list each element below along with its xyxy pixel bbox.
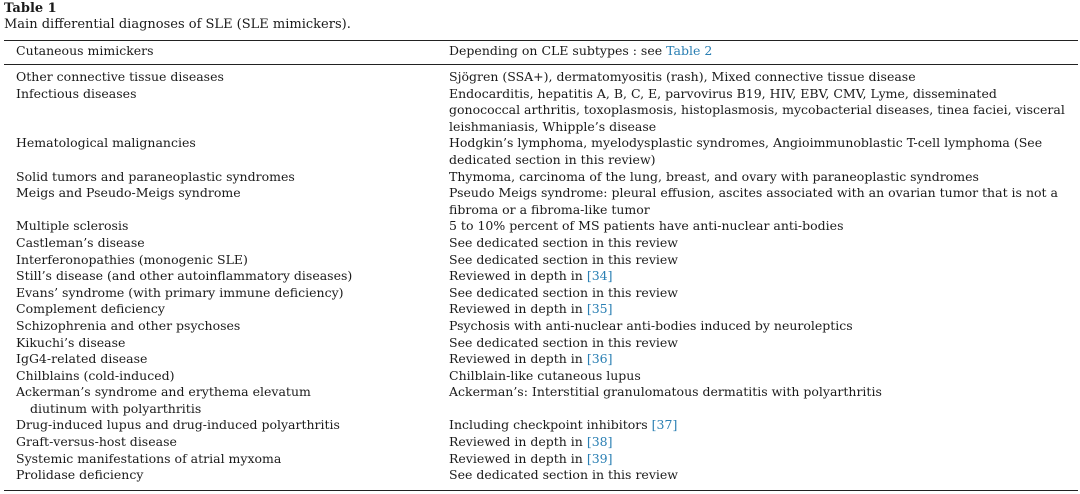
condition-text-continued: diutinum with polyarthritis bbox=[30, 400, 202, 416]
header-col1: Cutaneous mimickers bbox=[16, 43, 154, 58]
reference-link[interactable]: [36] bbox=[586, 351, 613, 367]
condition-text: Infectious diseases bbox=[16, 85, 137, 101]
details-text: Including checkpoint inhibitors bbox=[449, 417, 652, 433]
condition-cell bbox=[4, 351, 437, 368]
details-text: Thymoma, carcinoma of the lung, breast, and ovary with paraneoplastic syndromes bbox=[449, 168, 979, 184]
details-cell bbox=[437, 218, 1065, 235]
condition-cell bbox=[4, 86, 437, 136]
details-text: Ackerman’s: Interstitial granulomatous dermatitis with polyarthritis bbox=[449, 384, 882, 400]
table-row bbox=[4, 434, 1078, 451]
condition-text: Systemic manifestations of atrial myxoma bbox=[16, 450, 282, 466]
condition-text: Evans’ syndrome (with primary immune deficiency) bbox=[16, 284, 344, 300]
condition-cell bbox=[4, 169, 437, 186]
details-cell bbox=[437, 434, 1065, 451]
reference-link[interactable]: [35] bbox=[586, 301, 613, 317]
header-col2 bbox=[449, 43, 1074, 59]
table-row bbox=[4, 185, 1078, 218]
condition-cell bbox=[4, 301, 437, 318]
details-cell bbox=[437, 169, 1065, 186]
condition-text: Graft-versus-host disease bbox=[16, 434, 177, 450]
condition-cell bbox=[4, 69, 437, 86]
details-cell bbox=[437, 301, 1065, 318]
details-cell bbox=[437, 285, 1065, 302]
condition-cell bbox=[4, 218, 437, 235]
details-cell bbox=[437, 69, 1065, 86]
details-text: Reviewed in depth in bbox=[449, 450, 587, 466]
details-text: Sjögren (SSA+), dermatomyositis (rash), Mixed connective tissue disease bbox=[449, 69, 916, 84]
table-row bbox=[4, 384, 1078, 417]
table-title: Main differential diagnoses of SLE (SLE mimickers). bbox=[4, 17, 351, 32]
condition-text: Multiple sclerosis bbox=[16, 218, 129, 234]
table-row bbox=[4, 451, 1078, 468]
condition-text: Prolidase deficiency bbox=[16, 467, 144, 483]
details-cell bbox=[437, 135, 1065, 168]
condition-text: Castleman’s disease bbox=[16, 234, 145, 250]
table-body bbox=[4, 69, 1078, 484]
table-row bbox=[4, 218, 1078, 235]
details-text: Reviewed in depth in bbox=[449, 268, 587, 284]
condition-text: Solid tumors and paraneoplastic syndromes bbox=[16, 168, 295, 184]
condition-text: IgG4-related disease bbox=[16, 351, 148, 367]
details-cell bbox=[437, 86, 1065, 136]
details-text: Reviewed in depth in bbox=[449, 351, 587, 367]
condition-cell bbox=[4, 235, 437, 252]
details-text: See dedicated section in this review bbox=[449, 251, 678, 267]
details-cell bbox=[437, 318, 1065, 335]
details-text: Psychosis with anti-nuclear anti-bodies induced by neuroleptics bbox=[449, 317, 853, 333]
details-cell bbox=[437, 368, 1065, 385]
reference-link[interactable]: [38] bbox=[586, 434, 613, 450]
details-cell bbox=[437, 451, 1065, 468]
condition-cell bbox=[4, 135, 437, 168]
condition-cell bbox=[4, 268, 437, 285]
details-text: Endocarditis, hepatitis A, B, C, E, parvovirus B19, HIV, EBV, CMV, Lyme, disseminated gonococcal arthritis, toxoplasmosis, histoplasmosis, mycobacterial diseases, tinea faciei, visceral leishmaniasis, Whipple’s disease bbox=[449, 85, 1065, 134]
table-row bbox=[4, 135, 1078, 168]
header-rule bbox=[4, 64, 1078, 65]
details-text: Hodgkin’s lymphoma, myelodysplastic syndromes, Angioimmunoblastic T-cell lymphoma (See dedicated section in this review) bbox=[449, 135, 1043, 167]
details-cell bbox=[437, 252, 1065, 269]
details-text: Reviewed in depth in bbox=[449, 434, 587, 450]
reference-link[interactable]: [39] bbox=[586, 450, 613, 466]
details-text: Chilblain-like cutaneous lupus bbox=[449, 367, 641, 383]
condition-text: Schizophrenia and other psychoses bbox=[16, 317, 241, 333]
condition-cell bbox=[4, 285, 437, 302]
table-row bbox=[4, 235, 1078, 252]
condition-text: Meigs and Pseudo-Meigs syndrome bbox=[16, 185, 241, 201]
details-text: 5 to 10% percent of MS patients have anti-nuclear anti-bodies bbox=[449, 218, 844, 234]
condition-cell bbox=[4, 252, 437, 269]
bottom-rule bbox=[4, 490, 1078, 491]
details-text: See dedicated section in this review bbox=[449, 467, 678, 483]
details-text: See dedicated section in this review bbox=[449, 234, 678, 250]
details-text: Reviewed in depth in bbox=[449, 301, 587, 317]
table-row bbox=[4, 169, 1078, 186]
table-row bbox=[4, 351, 1078, 368]
condition-text: Ackerman’s syndrome and erythema elevatum bbox=[16, 384, 311, 400]
reference-link[interactable]: [37] bbox=[651, 417, 678, 433]
table-row bbox=[4, 467, 1078, 484]
condition-cell bbox=[4, 368, 437, 385]
table-row bbox=[4, 268, 1078, 285]
details-cell bbox=[437, 417, 1065, 434]
condition-cell bbox=[4, 318, 437, 335]
condition-text: Complement deficiency bbox=[16, 301, 165, 317]
details-text: See dedicated section in this review bbox=[449, 284, 678, 300]
table-row bbox=[4, 86, 1078, 136]
condition-cell bbox=[4, 335, 437, 352]
table-row bbox=[4, 252, 1078, 269]
table-2-link[interactable]: Table 2 bbox=[666, 43, 713, 58]
condition-text: Hematological malignancies bbox=[16, 135, 196, 151]
condition-cell bbox=[4, 417, 437, 434]
top-rule bbox=[4, 40, 1078, 41]
condition-text: Kikuchi’s disease bbox=[16, 334, 126, 350]
table-row bbox=[4, 69, 1078, 86]
table-row bbox=[4, 285, 1078, 302]
details-text: Pseudo Meigs syndrome: pleural effusion, ascites associated with an ovarian tumor that is not a fibroma or a fibroma-like tumor bbox=[449, 185, 1058, 217]
condition-cell bbox=[4, 185, 437, 218]
table-label: Table 1 bbox=[4, 1, 57, 16]
table-row bbox=[4, 301, 1078, 318]
table-row bbox=[4, 335, 1078, 352]
condition-cell bbox=[4, 467, 437, 484]
details-text: See dedicated section in this review bbox=[449, 334, 678, 350]
condition-cell bbox=[4, 434, 437, 451]
table-row bbox=[4, 417, 1078, 434]
table-caption bbox=[4, 1, 1076, 33]
condition-cell bbox=[4, 451, 437, 468]
details-cell bbox=[437, 384, 1065, 417]
condition-text: Still’s disease (and other autoinflammatory diseases) bbox=[16, 268, 353, 284]
condition-text: Interferonopathies (monogenic SLE) bbox=[16, 251, 248, 267]
table-row bbox=[4, 318, 1078, 335]
details-cell bbox=[437, 335, 1065, 352]
condition-cell bbox=[4, 384, 437, 417]
condition-text: Chilblains (cold-induced) bbox=[16, 367, 175, 383]
details-cell bbox=[437, 467, 1065, 484]
reference-link[interactable]: [34] bbox=[586, 268, 613, 284]
details-cell bbox=[437, 235, 1065, 252]
header-col2-text: Depending on CLE subtypes : see bbox=[449, 43, 667, 58]
details-cell bbox=[437, 351, 1065, 368]
table-row bbox=[4, 368, 1078, 385]
condition-text: Drug-induced lupus and drug-induced polyarthritis bbox=[16, 417, 340, 433]
condition-text: Other connective tissue diseases bbox=[16, 69, 224, 84]
details-cell bbox=[437, 185, 1065, 218]
details-cell bbox=[437, 268, 1065, 285]
